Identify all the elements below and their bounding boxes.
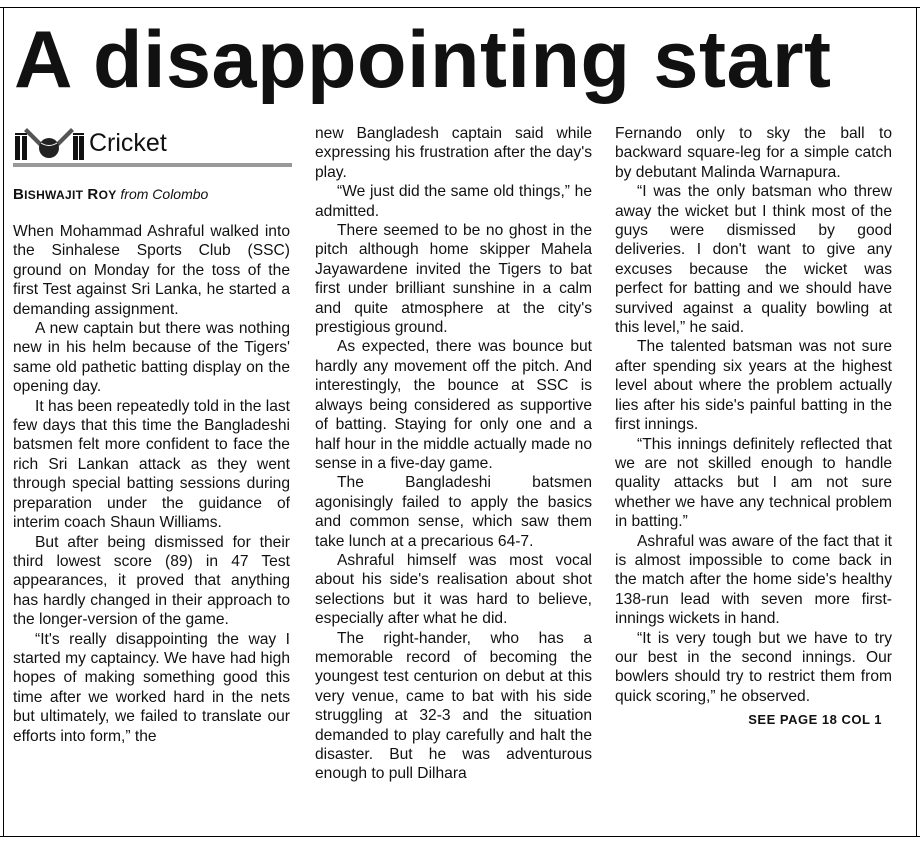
paragraph: “I was the only batsman who threw away the wicket but I think most of the guys were dismissed by good deliveries. I don't want to give any excuses because the wicket was perfect for batting and we should have survived against a quality bowling at this level,” he said. [615,183,892,337]
byline-from: from Colombo [120,186,209,202]
bottom-rule [0,836,920,837]
section-rule [13,163,292,167]
top-rule [0,7,920,8]
continued-notice: SEE PAGE 18 COL 1 [748,712,882,728]
paragraph: The Bangladeshi batsmen agonisingly failed to apply the basics and common sense, which saw them take lunch at a precarious 64-7. [315,474,592,550]
section-label [13,122,291,162]
paragraph: The talented batsman was not sure after spending six years at the highest level about where the problem actually lies after his side's painful batting in the first innings. [615,338,892,434]
right-border [916,7,917,837]
paragraph: “It's really disappointing the way I started my captaincy. We have had high hopes of making something good this time after we worked hard in the nets but ultimately, we failed to translate our efforts into form,” the [13,630,290,745]
paragraph: When Mohammad Ashraful walked into the Sinhalese Sports Club (SSC) ground on Monday for the toss of the first Test against Sri Lanka, he started a demanding assignment. [13,223,290,318]
section-name: Cricket [89,129,167,157]
article-column-3 [615,124,892,730]
paragraph: Ashraful himself was most vocal about his side's realisation about shot selections but it was hard to believe, especially after what he did. [315,551,592,628]
paragraph: It has been repeatedly told in the last few days that this time the Bangladeshi batsmen felt more confident to face the rich Sri Lankan attack as they went through special batting sessions during preparation under the guidance of interim coach Shaun Williams. [13,397,290,532]
paragraph: A new captain but there was nothing new in his helm because of the Tigers' same old pathetic batting display on the opening day. [13,320,290,396]
paragraph: The right-hander, who has a memorable record of becoming the youngest test centurion on debut at this very venue, came to bat with his side struggling at 32-3 and the situation demanded to play carefully and halt the disaster. But he was adventurous enough to pull Dilhara [315,629,592,783]
byline-author: BISHWAJIT ROY [13,186,117,203]
left-border [3,7,4,837]
paragraph: new Bangladesh captain said while expressing his frustration after the day's play. [315,125,592,181]
headline: A disappointing start [14,15,832,105]
paragraph: Ashraful was aware of the fact that it is almost impossible to come back in the match after the home side's healthy 138-run lead with seven more first-innings wickets in hand. [615,532,892,628]
paragraph: “We just did the same old things,” he admitted. [315,183,592,220]
paragraph: There seemed to be no ghost in the pitch although home skipper Mahela Jayawardene invited the Tigers to bat first under brilliant sunshine in a calm and quite atmosphere at the city's prestigious ground. [315,222,592,337]
paragraph: But after being dismissed for their third lowest score (89) in 47 Test appearances, it proved that anything has hardly changed in their approach to the longer-version of the game. [13,533,290,629]
byline [13,184,293,205]
paragraph: As expected, there was bounce but hardly any movement off the pitch. And interestingly, the bounce at SSC is always being considered as supportive of batting. Staying for only one and a half hour in the middle actually made no sense in a five-day game. [315,338,592,472]
paragraph: “This innings definitely reflected that we are not skilled enough to handle quality attacks but I am not sure whether we have any technical problem in batting.” [615,435,892,531]
paragraph: Fernando only to sky the ball to backward square-leg for a simple catch by debutant Malinda Warnapura. [615,125,892,181]
paragraph: “It is very tough but we have to try our best in the second innings. Our bowlers should try to restrict them from quick scoring,” he observed. [615,629,892,705]
article-column-2 [315,124,592,784]
article-column-1 [13,222,290,746]
cricket-bat-ball-icon [13,126,85,160]
